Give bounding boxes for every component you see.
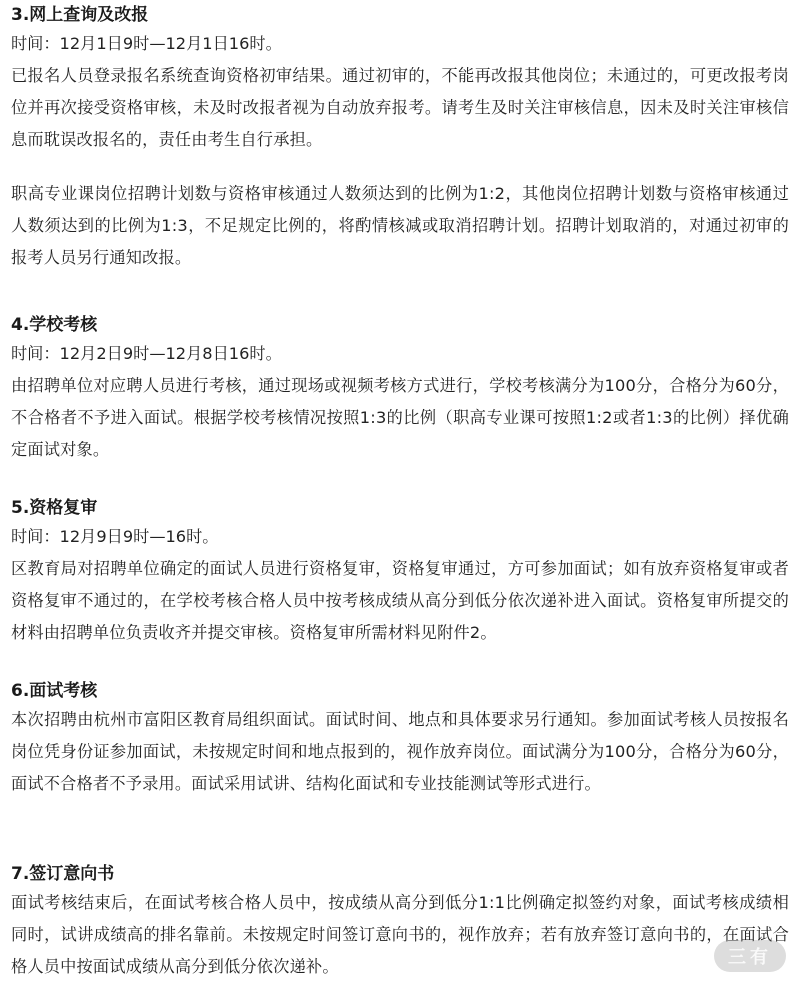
section-body: 由招聘单位对应聘人员进行考核，通过现场或视频考核方式进行，学校考核满分为100分，合格分为60分，不合格者不予进入面试。根据学校考核情况按照1:3的比例（职高专业课可按照1:2或者1:3的比例）择优确定面试对象。	[11, 376, 789, 459]
section-body: 面试考核结束后，在面试考核合格人员中，按成绩从高分到低分1:1比例确定拟签约对象，面试考核成绩相同时，试讲成绩高的排名靠前。未按规定时间签订意向书的，视作放弃；若有放弃签订意向书的，在面试合格人员中按面试成绩从高分到低分依次递补。	[11, 893, 789, 976]
section-title: 4.学校考核	[11, 315, 98, 335]
section-body: 本次招聘由杭州市富阳区教育局组织面试。面试时间、地点和具体要求另行通知。参加面试考核人员按报名岗位凭身份证参加面试，未按规定时间和地点报到的，视作放弃岗位。面试满分为100分，合格分为60分，面试不合格者不予录用。面试采用试讲、结构化面试和专业技能测试等形式进行。	[11, 710, 789, 793]
section-letter-of-intent	[11, 859, 789, 983]
section-body: 区教育局对招聘单位确定的面试人员进行资格复审，资格复审通过，方可参加面试；如有放弃资格复审或者资格复审不通过的，在学校考核合格人员中按考核成绩从高分到低分依次递补进入面试。资格复审所提交的材料由招聘单位负责收齐并提交审核。资格复审所需材料见附件2。	[11, 559, 789, 642]
section-time: 时间：12月2日9时—12月8日16时。	[11, 344, 282, 363]
section-school-assessment	[11, 310, 789, 466]
section-qualification-review	[11, 493, 789, 649]
section-online-query	[11, 0, 789, 156]
section-title: 3.网上查询及改报	[11, 5, 149, 25]
section-time: 时间：12月9日9时—16时。	[11, 527, 219, 546]
watermark-logo: 三有	[714, 940, 786, 972]
section-interview	[11, 676, 789, 800]
section-title: 6.面试考核	[11, 681, 98, 701]
section-title: 7.签订意向书	[11, 864, 115, 884]
section-body: 职高专业课岗位招聘计划数与资格审核通过人数须达到的比例为1:2，其他岗位招聘计划数与资格审核通过人数须达到的比例为1:3，不足规定比例的，将酌情核减或取消招聘计划。招聘计划取消的，对通过初审的报考人员另行通知改报。	[11, 184, 789, 267]
section-online-query-ratio	[11, 178, 789, 274]
section-title: 5.资格复审	[11, 498, 98, 518]
section-time: 时间：12月1日9时—12月1日16时。	[11, 34, 282, 53]
section-body: 已报名人员登录报名系统查询资格初审结果。通过初审的，不能再改报其他岗位；未通过的，可更改报考岗位并再次接受资格审核，未及时改报者视为自动放弃报考。请考生及时关注审核信息，因未及时关注审核信息而耽误改报名的，责任由考生自行承担。	[11, 66, 789, 149]
